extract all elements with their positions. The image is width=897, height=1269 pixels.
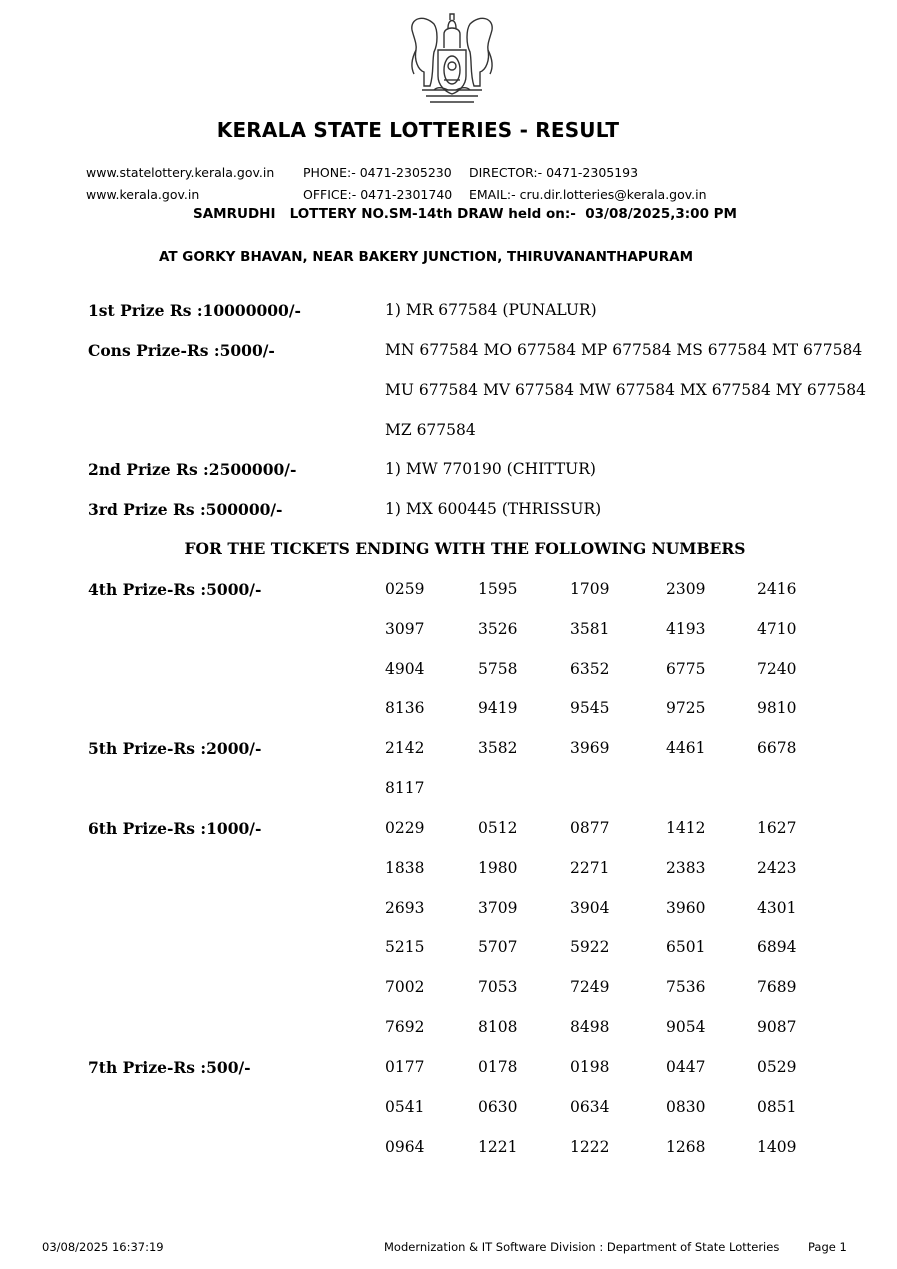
winning-number: 6775	[666, 660, 706, 678]
winning-number: 4193	[666, 620, 706, 638]
fifth-prize-label: 5th Prize-Rs :2000/-	[88, 739, 262, 758]
winning-number: 5215	[385, 938, 425, 956]
sixth-prize-label: 6th Prize-Rs :1000/-	[88, 819, 262, 838]
winning-number: 1222	[570, 1138, 610, 1156]
winning-number: 6678	[757, 739, 797, 757]
winning-number: 0198	[570, 1058, 610, 1076]
footer-timestamp: 03/08/2025 16:37:19	[42, 1240, 164, 1254]
winning-number: 7249	[570, 978, 610, 996]
winning-number: 9087	[757, 1018, 797, 1036]
venue-info: AT GORKY BHAVAN, NEAR BAKERY JUNCTION, THIRUVANANTHAPURAM	[158, 249, 694, 265]
winning-number: 3904	[570, 899, 610, 917]
winning-number: 1221	[478, 1138, 518, 1156]
winning-number: 7240	[757, 660, 797, 678]
winning-number: 4904	[385, 660, 425, 678]
winning-number: 5758	[478, 660, 518, 678]
website-link-statelottery[interactable]: www.statelottery.kerala.gov.in	[86, 165, 275, 180]
winning-number: 0877	[570, 819, 610, 837]
ending-numbers-heading: FOR THE TICKETS ENDING WITH THE FOLLOWING NUMBERS	[184, 539, 746, 558]
winning-number: 5922	[570, 938, 610, 956]
winning-number: 0529	[757, 1058, 797, 1076]
winning-number: 3709	[478, 899, 518, 917]
winning-number: 1980	[478, 859, 518, 877]
kerala-state-emblem	[404, 10, 500, 110]
third-prize-winner: 1) MX 600445 (THRISSUR)	[385, 500, 602, 518]
first-prize-winner: 1) MR 677584 (PUNALUR)	[385, 301, 597, 319]
director-number: DIRECTOR:- 0471-2305193	[469, 165, 639, 180]
footer-page-number: Page 1	[808, 1240, 847, 1254]
winning-number: 3582	[478, 739, 518, 757]
winning-number: 2423	[757, 859, 797, 877]
winning-number: 0851	[757, 1098, 797, 1116]
winning-number: 1838	[385, 859, 425, 877]
winning-number: 3526	[478, 620, 518, 638]
winning-number: 8108	[478, 1018, 518, 1036]
winning-number: 0630	[478, 1098, 518, 1116]
winning-number: 1409	[757, 1138, 797, 1156]
winning-number: 0634	[570, 1098, 610, 1116]
winning-number: 5707	[478, 938, 518, 956]
winning-number: 4710	[757, 620, 797, 638]
winning-number: 3581	[570, 620, 610, 638]
email-address[interactable]: EMAIL:- cru.dir.lotteries@kerala.gov.in	[469, 187, 707, 202]
winning-number: 2271	[570, 859, 610, 877]
cons-prize-line: MZ 677584	[385, 421, 476, 439]
winning-number: 0964	[385, 1138, 425, 1156]
second-prize-winner: 1) MW 770190 (CHITTUR)	[385, 460, 596, 478]
office-number: OFFICE:- 0471-2301740	[303, 187, 453, 202]
winning-number: 4461	[666, 739, 706, 757]
winning-number: 9810	[757, 699, 797, 717]
winning-number: 3960	[666, 899, 706, 917]
cons-prize-label: Cons Prize-Rs :5000/-	[88, 341, 275, 360]
winning-number: 0259	[385, 580, 425, 598]
winning-number: 1627	[757, 819, 797, 837]
winning-number: 7053	[478, 978, 518, 996]
winning-number: 1412	[666, 819, 706, 837]
winning-number: 6352	[570, 660, 610, 678]
third-prize-label: 3rd Prize Rs :500000/-	[88, 500, 283, 519]
winning-number: 7536	[666, 978, 706, 996]
winning-number: 0447	[666, 1058, 706, 1076]
winning-number: 8498	[570, 1018, 610, 1036]
winning-number: 2416	[757, 580, 797, 598]
website-link-kerala[interactable]: www.kerala.gov.in	[86, 187, 200, 202]
winning-number: 0178	[478, 1058, 518, 1076]
winning-number: 2142	[385, 739, 425, 757]
seventh-prize-label: 7th Prize-Rs :500/-	[88, 1058, 251, 1077]
footer-division: Modernization & IT Software Division : Department of State Lotteries	[384, 1240, 780, 1254]
cons-prize-line: MN 677584 MO 677584 MP 677584 MS 677584 MT 677584	[385, 341, 863, 359]
winning-number: 2693	[385, 899, 425, 917]
winning-number: 9054	[666, 1018, 706, 1036]
second-prize-label: 2nd Prize Rs :2500000/-	[88, 460, 297, 479]
page-title: KERALA STATE LOTTERIES - RESULT	[216, 118, 620, 142]
winning-number: 6501	[666, 938, 706, 956]
winning-number: 1268	[666, 1138, 706, 1156]
winning-number: 8136	[385, 699, 425, 717]
winning-number: 0229	[385, 819, 425, 837]
winning-number: 4301	[757, 899, 797, 917]
winning-number: 0830	[666, 1098, 706, 1116]
winning-number: 9545	[570, 699, 610, 717]
winning-number: 7002	[385, 978, 425, 996]
winning-number: 3969	[570, 739, 610, 757]
winning-number: 6894	[757, 938, 797, 956]
winning-number: 0512	[478, 819, 518, 837]
winning-number: 1595	[478, 580, 518, 598]
draw-info: SAMRUDHI LOTTERY NO.SM-14th DRAW held on:- 03/08/2025,3:00 PM	[192, 206, 737, 222]
winning-number: 7692	[385, 1018, 425, 1036]
winning-number: 0177	[385, 1058, 425, 1076]
winning-number: 8117	[385, 779, 425, 797]
winning-number: 7689	[757, 978, 797, 996]
winning-number: 9419	[478, 699, 518, 717]
winning-number: 0541	[385, 1098, 425, 1116]
fourth-prize-label: 4th Prize-Rs :5000/-	[88, 580, 262, 599]
winning-number: 9725	[666, 699, 706, 717]
phone-number: PHONE:- 0471-2305230	[303, 165, 452, 180]
winning-number: 3097	[385, 620, 425, 638]
winning-number: 2383	[666, 859, 706, 877]
first-prize-label: 1st Prize Rs :10000000/-	[88, 301, 301, 320]
winning-number: 2309	[666, 580, 706, 598]
winning-number: 1709	[570, 580, 610, 598]
cons-prize-line: MU 677584 MV 677584 MW 677584 MX 677584 MY 677584	[385, 381, 866, 399]
